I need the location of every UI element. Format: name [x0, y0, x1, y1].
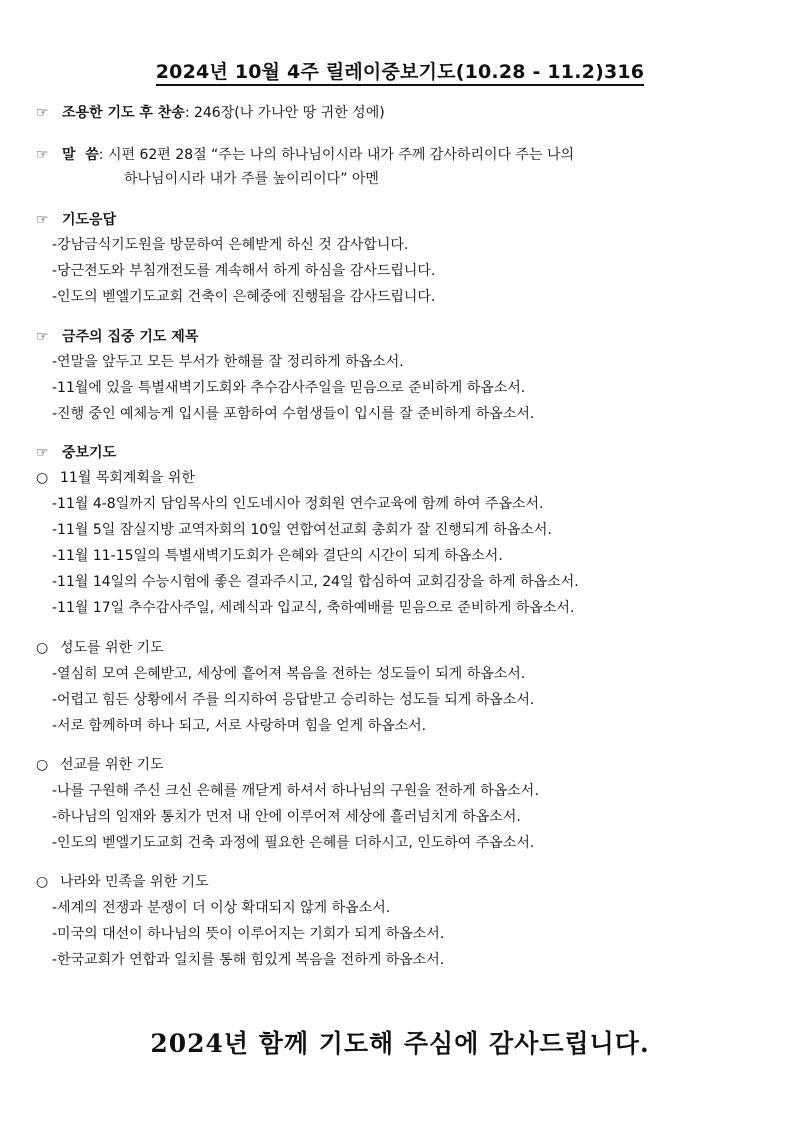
circle-icon: ○ — [36, 640, 49, 656]
list-item: -11월 11-15일의 특별새벽기도회가 은혜와 결단의 시간이 되게 하옵소서. — [52, 548, 503, 564]
list-item: -11월에 있을 특별새벽기도회와 추수감사주일을 믿음으로 준비하게 하옵소서. — [52, 380, 526, 396]
pointing-hand-icon: ☞ — [36, 105, 49, 121]
list-item: -인도의 벧엘기도교회 건축 과정에 필요한 은혜를 더하시고, 인도하여 주옵소서. — [52, 835, 535, 851]
word-text-1: : 시편 62편 28절 “주는 나의 하나님이시라 내가 주께 감사하리이다 주는 나의 — [98, 147, 575, 163]
list-item: -11월 17일 추수감사주일, 세례식과 입교식, 축하예배를 믿음으로 준비하게 하옵소서. — [52, 600, 575, 616]
list-item: -세계의 전쟁과 분쟁이 더 이상 확대되지 않게 하옵소서. — [52, 900, 391, 916]
list-item: -11월 4-8일까지 담임목사의 인도네시아 정회원 연수교육에 함께 하여 주옵소서. — [52, 496, 544, 512]
circle-icon: ○ — [36, 757, 49, 773]
list-item: -당근전도와 부침개전도를 계속해서 하게 하심을 감사드립니다. — [52, 263, 436, 279]
hymn-label: 조용한 기도 후 찬송 — [62, 105, 185, 121]
pointing-hand-icon: ☞ — [36, 147, 49, 163]
hymn-line — [36, 104, 385, 122]
list-item: -인도의 벧엘기도교회 건축이 은혜중에 진행됨을 감사드립니다. — [52, 289, 436, 305]
list-item: -한국교회가 연합과 일치를 통해 힘있게 복음을 전하게 하옵소서. — [52, 952, 445, 968]
group-title-ministry: ○ 11월 목회계획을 위한 — [36, 470, 195, 486]
answers-heading: ☞ 기도응답 — [36, 212, 117, 228]
list-item: -서로 함께하며 하나 되고, 서로 사랑하며 힘을 얻게 하옵소서. — [52, 718, 427, 734]
closing-message: 2024년 함께 기도해 주심에 감사드립니다. — [150, 1029, 650, 1058]
list-item: -어렵고 힘든 상황에서 주를 의지하여 응답받고 승리하는 성도들 되게 하옵소서. — [52, 692, 535, 708]
list-item: -연말을 앞두고 모든 부서가 한해를 잘 정리하게 하옵소서. — [52, 354, 404, 370]
circle-icon: ○ — [36, 470, 49, 486]
word-label: 말 씀 — [62, 147, 99, 163]
pointing-hand-icon: ☞ — [36, 212, 49, 228]
list-item: -진행 중인 예체능게 입시를 포함하여 수험생들이 입시를 잘 준비하게 하옵소서. — [52, 406, 535, 422]
list-item: -강남금식기도원을 방문하여 은혜받게 하신 것 감사합니다. — [52, 237, 409, 253]
word-line-1 — [36, 146, 574, 164]
pointing-hand-icon: ☞ — [36, 445, 49, 461]
intercession-heading: ☞ 중보기도 — [36, 445, 117, 461]
list-item: -11월 5일 잠실지방 교역자회의 10일 연합여선교회 총회가 잘 진행되게 하옵소서. — [52, 522, 552, 538]
focus-heading: ☞ 금주의 집중 기도 제목 — [36, 329, 199, 345]
group-title-saints: ○ 성도를 위한 기도 — [36, 640, 164, 656]
page-title: 2024년 10월 4주 릴레이중보기도(10.28 - 11.2)316 — [0, 57, 800, 84]
list-item: -나를 구원해 주신 크신 은혜를 깨닫게 하셔서 하나님의 구원을 전하게 하옵소서. — [52, 783, 539, 799]
hymn-text: : 246장(나 가나안 땅 귀한 성에) — [184, 105, 385, 121]
word-line-2: 하나님이시라 내가 주를 높이리이다” 아멘 — [124, 171, 379, 187]
group-title-nation: ○ 나라와 민족을 위한 기도 — [36, 874, 209, 890]
circle-icon: ○ — [36, 874, 49, 890]
list-item: -하나님의 임재와 통치가 먼저 내 안에 이루어져 세상에 흘러넘치게 하옵소서. — [52, 809, 521, 825]
list-item: -미국의 대선이 하나님의 뜻이 이루어지는 기회가 되게 하옵소서. — [52, 926, 445, 942]
list-item: -11월 14일의 수능시험에 좋은 결과주시고, 24일 합심하여 교회김장을 하게 하옵소서. — [52, 574, 579, 590]
list-item: -열심히 모여 은혜받고, 세상에 흩어져 복음을 전하는 성도들이 되게 하옵소서. — [52, 666, 526, 682]
group-title-mission: ○ 선교를 위한 기도 — [36, 757, 164, 773]
pointing-hand-icon: ☞ — [36, 329, 49, 345]
